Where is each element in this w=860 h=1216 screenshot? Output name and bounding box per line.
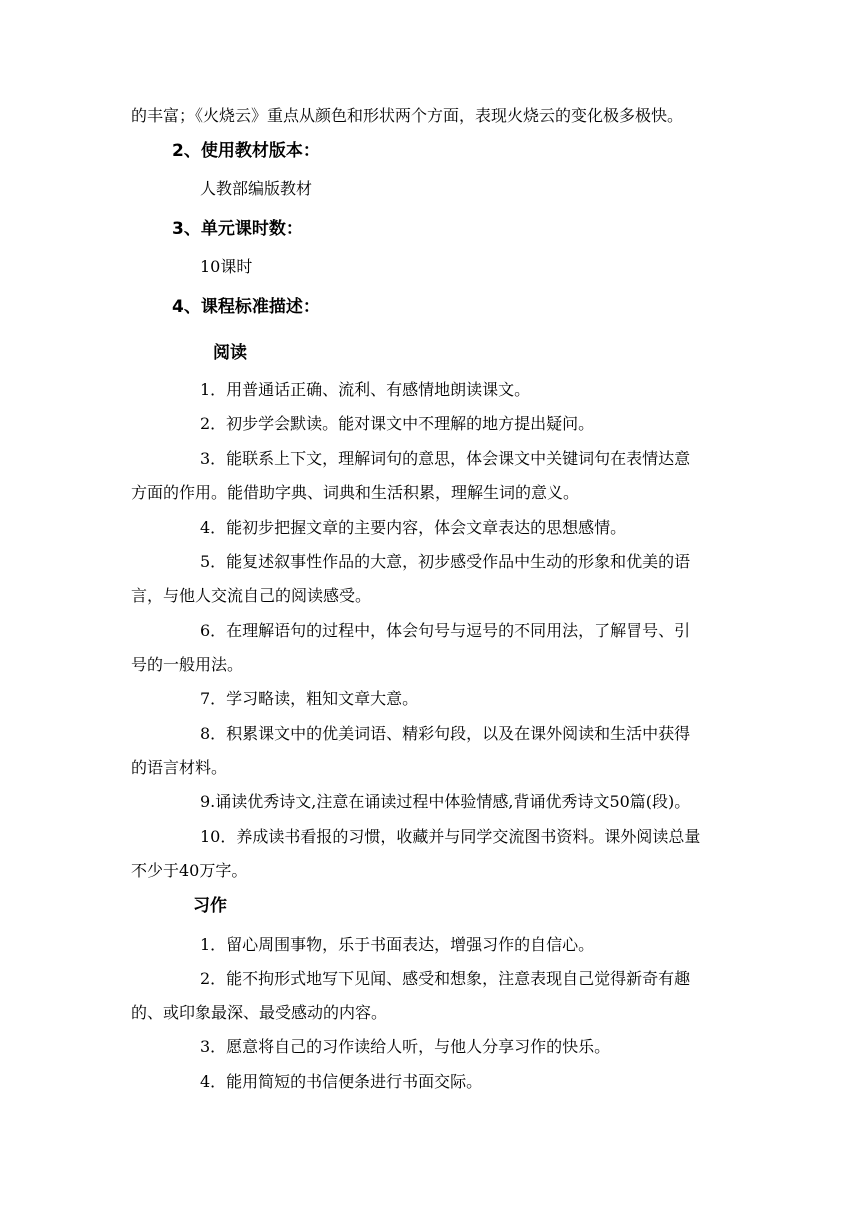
- reading-line: 2．初步学会默读。能对课文中不理解的地方提出疑问。: [200, 414, 595, 433]
- reading-line: 1．用普通话正确、流利、有感情地朗读课文。: [200, 380, 531, 399]
- reading-line: 5．能复述叙事性作品的大意，初步感受作品中生动的形象和优美的语: [200, 552, 691, 571]
- writing-line: 的、或印象最深、最受感动的内容。: [131, 1003, 388, 1022]
- intro-tail-text: 的丰富；《火烧云》重点从颜色和形状两个方面，表现火烧云的变化极多极快。: [131, 106, 684, 125]
- writing-line: 1．留心周围事物，乐于书面表达，增强习作的自信心。: [200, 935, 595, 954]
- reading-line: 方面的作用。能借助字典、词典和生活积累，理解生词的意义。: [131, 483, 580, 502]
- reading-line: 10．养成读书看报的习惯，收藏并与同学交流图书资料。课外阅读总量: [200, 827, 701, 846]
- reading-title: 阅读: [213, 343, 247, 363]
- writing-line: 2．能不拘形式地写下见闻、感受和想象，注意表现自己觉得新奇有趣: [200, 969, 691, 988]
- reading-line: 6．在理解语句的过程中，体会句号与逗号的不同用法，了解冒号、引: [200, 621, 691, 640]
- reading-line: 号的一般用法。: [131, 655, 244, 674]
- writing-title: 习作: [193, 896, 227, 916]
- section-heading-textbook-version: 2、使用教材版本：: [172, 141, 320, 161]
- reading-line: 4．能初步把握文章的主要内容，体会文章表达的思想感情。: [200, 518, 627, 537]
- section-heading-unit-hours: 3、单元课时数：: [172, 219, 303, 239]
- reading-line: 3．能联系上下文，理解词句的意思，体会课文中关键词句在表情达意: [200, 449, 691, 468]
- reading-line: 言，与他人交流自己的阅读感受。: [131, 586, 372, 605]
- writing-line: 3．愿意将自己的习作读给人听，与他人分享习作的快乐。: [200, 1037, 611, 1056]
- reading-line: 8．积累课文中的优美词语、精彩句段，以及在课外阅读和生活中获得: [200, 724, 691, 743]
- reading-line: 7．学习略读，粗知文章大意。: [200, 689, 419, 708]
- reading-line: 不少于40万字。: [131, 861, 248, 880]
- section-heading-curriculum-standards: 4、课程标准描述：: [172, 297, 320, 317]
- section-content-unit-hours: 10课时: [200, 257, 253, 276]
- reading-line: 的语言材料。: [131, 758, 228, 777]
- section-content-textbook-version: 人教部编版教材: [200, 179, 313, 198]
- reading-line: 9.诵读优秀诗文,注意在诵读过程中体验情感,背诵优秀诗文50篇(段)。: [200, 792, 691, 811]
- writing-line: 4．能用简短的书信便条进行书面交际。: [200, 1072, 483, 1091]
